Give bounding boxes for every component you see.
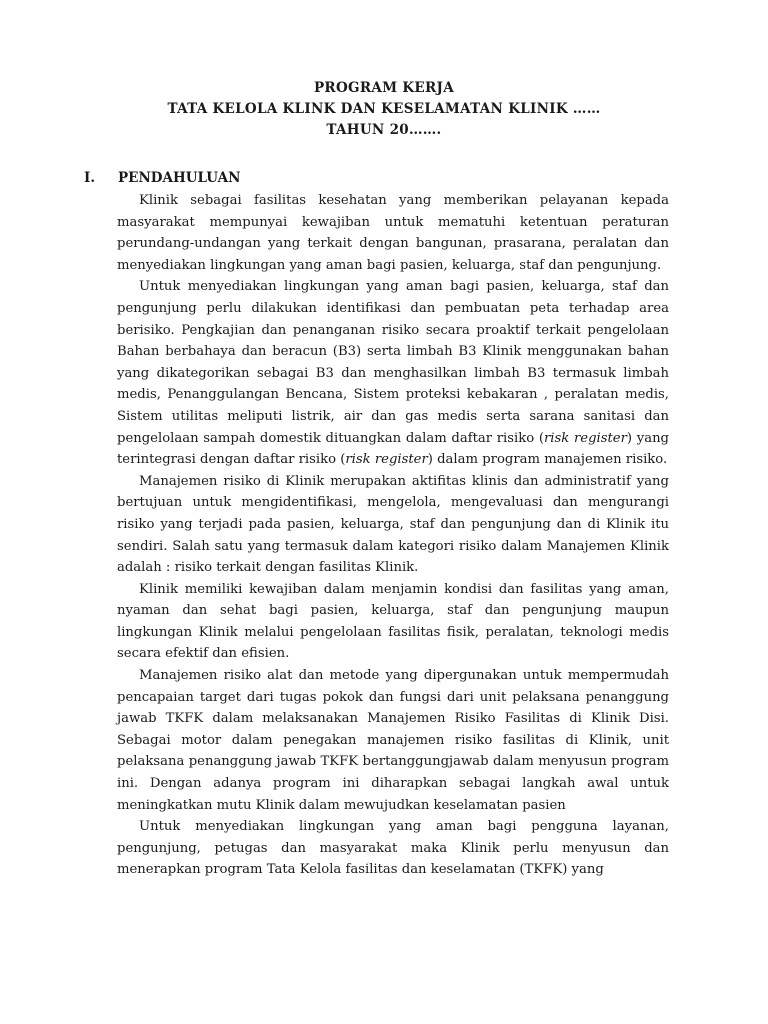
paragraph-2-text-b: ) yang terintegrasi dengan daftar risiko ( <box>117 430 669 468</box>
paragraph-2-text-a: Untuk menyediakan lingkungan yang aman bagi pasien, keluarga, staf dan pengunjung perlu dilakukan identifikasi dan pembuatan peta terhadap area berisiko. Pengkajian dan penanganan risiko secara proaktif terkait pengelolaan Bahan berbahaya dan beracun (B3) serta limbah B3 Klinik menggunakan bahan yang dikategorikan sebagai B3 dan menghasilkan limbah B3 termasuk limbah medis, Penanggulangan Bencana, Sistem proteksi kebakaran , peralatan medis, Sistem utilitas meliputi listrik, air dan gas medis serta sarana sanitasi dan pengelolaan sampah domestik dituangkan dalam daftar risiko ( <box>117 279 669 446</box>
paragraph-5: Manajemen risiko alat dan metode yang dipergunakan untuk mempermudah pencapaian target dari tugas pokok dan fungsi dari unit pelaksana penanggung jawab TKFK dalam melaksanakan Manajemen Risiko Fasilitas di Klinik Disi. Sebagai motor dalam penegakan manajemen risiko fasilitas di Klinik, unit pelaksana penanggung jawab TKFK bertanggungjawab dalam menyusun program ini. Dengan adanya program ini diharapkan sebagai langkah awal untuk meningkatkan mutu Klinik dalam mewujudkan keselamatan pasien <box>117 668 669 813</box>
title-line-program-kerja: PROGRAM KERJA <box>313 80 454 96</box>
document-title <box>0 78 768 141</box>
section-title: PENDAHULUAN <box>118 170 241 186</box>
title-line-tahun: TAHUN 20……. <box>326 122 442 138</box>
risk-register-term-1: risk register <box>544 430 627 446</box>
section-heading <box>84 170 240 186</box>
paragraph-6: Untuk menyediakan lingkungan yang aman bagi pengguna layanan, pengunjung, petugas dan masyarakat maka Klinik perlu menyusun dan menerapkan program Tata Kelola fasilitas dan keselamatan (TKFK) yang <box>117 819 669 878</box>
title-line-tata-kelola: TATA KELOLA KLINK DAN KESELAMATAN KLINIK …… <box>167 101 601 117</box>
paragraph-1: Klinik sebagai fasilitas kesehatan yang memberikan pelayanan kepada masyarakat mempunyai kewajiban untuk mematuhi ketentuan peraturan perundang-undangan yang terkait dengan bangunan, prasarana, peralatan dan menyediakan lingkungan yang aman bagi pasien, keluarga, staf dan pengunjung. <box>117 193 669 273</box>
section-body <box>117 190 669 881</box>
paragraph-3: Manajemen risiko di Klinik merupakan aktifitas klinis dan administratif yang bertujuan untuk mengidentifikasi, mengelola, mengevaluasi dan mengurangi risiko yang terjadi pada pasien, keluarga, staf dan pengunjung dan di Klinik itu sendiri. Salah satu yang termasuk dalam kategori risiko dalam Manajemen Klinik adalah : risiko terkait dengan fasilitas Klinik. <box>117 473 669 576</box>
paragraph-2-text-c: ) dalam program manajemen risiko. <box>427 452 668 468</box>
paragraph-2 <box>117 276 669 470</box>
section-number: I. <box>84 170 96 186</box>
paragraph-4: Klinik memiliki kewajiban dalam menjamin kondisi dan fasilitas yang aman, nyaman dan sehat bagi pasien, keluarga, staf dan pengunjung maupun lingkungan Klinik melalui pengelolaan fasilitas fisik, peralatan, teknologi medis secara efektif dan efisien. <box>117 581 669 662</box>
risk-register-term-2: risk register <box>345 452 428 468</box>
